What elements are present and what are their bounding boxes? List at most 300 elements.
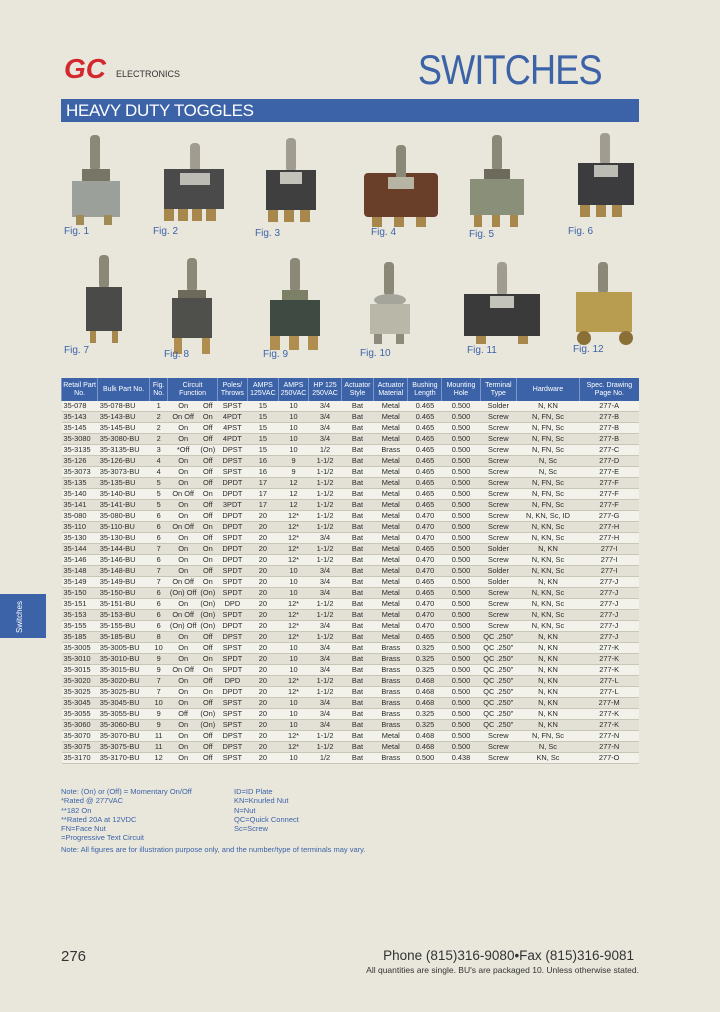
table-cell: Bat xyxy=(341,500,373,511)
table-cell: 3/4 xyxy=(309,720,341,731)
table-cell: 12 xyxy=(278,489,309,500)
table-cell: Brass xyxy=(374,665,408,676)
table-cell: 0.470 xyxy=(408,566,442,577)
table-cell: 35-145 xyxy=(62,423,98,434)
note-line: QC=Quick Connect xyxy=(234,814,299,824)
table-cell: 10 xyxy=(278,654,309,665)
table-cell: 1-1/2 xyxy=(309,500,341,511)
table-cell: 20 xyxy=(248,698,279,709)
table-cell: N, KN xyxy=(517,577,580,588)
table-cell: 277-N xyxy=(579,731,639,742)
table-cell: 35-3055 xyxy=(62,709,98,720)
table-cell: DPDT xyxy=(217,544,247,555)
table-cell: SPDT xyxy=(217,610,247,621)
table-cell: 35-3070 xyxy=(62,731,98,742)
table-row xyxy=(62,456,640,467)
table-cell: Off xyxy=(198,423,217,434)
table-cell: 35-153 xyxy=(62,610,98,621)
side-tab[interactable] xyxy=(0,594,46,638)
table-cell: 3/4 xyxy=(309,533,341,544)
table-cell: 1-1/2 xyxy=(309,687,341,698)
table-cell: SPDT xyxy=(217,533,247,544)
table-cell: 35-3080 xyxy=(62,434,98,445)
table-cell: Metal xyxy=(374,577,408,588)
table-cell: Screw xyxy=(480,588,517,599)
table-cell: 277-J xyxy=(579,632,639,643)
table-cell: 10 xyxy=(278,698,309,709)
table-cell: QC .250" xyxy=(480,676,517,687)
toggle-switch-image-2 xyxy=(160,143,228,227)
table-cell: On xyxy=(168,401,199,412)
table-cell: Off xyxy=(198,467,217,478)
table-row xyxy=(62,533,640,544)
table-cell: 277-D xyxy=(579,456,639,467)
col-amps125: AMPS 125VAC xyxy=(248,378,279,401)
table-cell: 35-148-BU xyxy=(98,566,150,577)
table-cell: 20 xyxy=(248,665,279,676)
table-cell: (On) xyxy=(200,445,216,454)
table-cell: 10 xyxy=(149,643,167,654)
table-cell: 0.465 xyxy=(408,489,442,500)
table-cell: Metal xyxy=(374,489,408,500)
table-cell: 20 xyxy=(248,709,279,720)
col-bulk-part: Bulk Part No. xyxy=(98,378,150,401)
table-cell: 0.500 xyxy=(442,577,480,588)
table-cell: 4 xyxy=(149,467,167,478)
table-row xyxy=(62,665,640,676)
table-cell: 277-H xyxy=(579,522,639,533)
table-cell: 35-155 xyxy=(62,621,98,632)
table-cell: 3/4 xyxy=(309,401,341,412)
table-cell: On xyxy=(168,698,199,709)
table-cell: Off xyxy=(198,500,217,511)
table-cell: Screw xyxy=(480,610,517,621)
table-cell: 0.500 xyxy=(442,544,480,555)
table-cell: 12* xyxy=(278,676,309,687)
col-retail-part: Retail Part No. xyxy=(62,378,98,401)
table-cell: 0.325 xyxy=(408,654,442,665)
table-cell: On Off xyxy=(168,577,199,588)
table-cell: DPST xyxy=(217,731,247,742)
col-mounting: Mounting Hole xyxy=(442,378,480,401)
table-cell: 277-G xyxy=(579,511,639,522)
table-cell: 6 xyxy=(149,588,167,599)
phone-fax: Phone (815)316-9080•Fax (815)316-9081 xyxy=(383,948,634,963)
table-cell: Bat xyxy=(341,731,373,742)
table-cell: SPST xyxy=(217,753,247,764)
table-cell: 10 xyxy=(278,401,309,412)
table-cell: 35-149 xyxy=(62,577,98,588)
table-cell: Off xyxy=(198,401,217,412)
table-cell: 35-3073 xyxy=(62,467,98,478)
table-cell: SPST xyxy=(217,643,247,654)
table-cell: QC .250" xyxy=(480,632,517,643)
table-cell: 9 xyxy=(149,709,167,720)
table-cell: 35-3070-BU xyxy=(98,731,150,742)
table-cell: Brass xyxy=(374,676,408,687)
table-cell: 6 xyxy=(149,621,167,632)
note-line: *Rated @ 277VAC xyxy=(61,796,124,806)
table-cell: N, FN, Sc xyxy=(517,434,580,445)
table-cell: Bat xyxy=(341,533,373,544)
table-cell: Bat xyxy=(341,478,373,489)
table-cell: 277-O xyxy=(579,753,639,764)
table-cell: 277-J xyxy=(579,621,639,632)
table-cell: 0.500 xyxy=(442,412,480,423)
table-cell: 0.500 xyxy=(442,533,480,544)
table-cell: 35-151 xyxy=(62,599,98,610)
table-cell: 1-1/2 xyxy=(309,599,341,610)
table-cell: 20 xyxy=(248,511,279,522)
table-row xyxy=(62,731,640,742)
table-cell: Brass xyxy=(374,753,408,764)
table-row xyxy=(62,654,640,665)
table-cell: SPST xyxy=(217,720,247,731)
fig-label-9: Fig. 9 xyxy=(263,349,289,360)
table-cell: Bat xyxy=(341,467,373,478)
fig-label-12: Fig. 12 xyxy=(573,344,604,355)
table-cell: 35-3055-BU xyxy=(98,709,150,720)
table-cell: On xyxy=(168,753,199,764)
table-cell: Metal xyxy=(374,467,408,478)
table-cell: 15 xyxy=(248,445,279,456)
table-cell: 0.325 xyxy=(408,709,442,720)
table-cell: (On) Off xyxy=(169,621,197,630)
svg-text:ELECTRONICS: ELECTRONICS xyxy=(116,69,181,79)
table-cell: (On) xyxy=(200,599,216,608)
col-fig: Fig. No. xyxy=(149,378,167,401)
table-cell: Screw xyxy=(480,511,517,522)
table-cell: 17 xyxy=(248,500,279,511)
table-cell: N, KN, Sc, ID xyxy=(517,511,580,522)
table-row xyxy=(62,522,640,533)
table-cell: SPST xyxy=(217,401,247,412)
table-cell: 35-3015 xyxy=(62,665,98,676)
table-cell: On xyxy=(168,654,199,665)
table-row xyxy=(62,412,640,423)
col-hp: HP 125 250VAC xyxy=(309,378,341,401)
table-cell: 0.470 xyxy=(408,522,442,533)
table-cell: Metal xyxy=(374,500,408,511)
table-cell: 35-146-BU xyxy=(98,555,150,566)
table-cell: Bat xyxy=(341,610,373,621)
table-cell: N, KN xyxy=(517,654,580,665)
table-cell: N, KN xyxy=(517,676,580,687)
table-cell: Screw xyxy=(480,456,517,467)
table-cell: 20 xyxy=(248,555,279,566)
table-cell: On xyxy=(168,599,199,610)
table-cell: N, FN, Sc xyxy=(517,445,580,456)
table-cell: 0.465 xyxy=(408,588,442,599)
table-row xyxy=(62,577,640,588)
table-cell: 277-B xyxy=(579,412,639,423)
table-cell: Metal xyxy=(374,544,408,555)
table-cell: 35-080-BU xyxy=(98,511,150,522)
toggle-switch-image-6 xyxy=(574,133,638,223)
table-cell: 12* xyxy=(278,522,309,533)
table-cell: 0.468 xyxy=(408,731,442,742)
table-cell: N, KN, Sc xyxy=(517,599,580,610)
table-cell: 277-J xyxy=(579,588,639,599)
table-row xyxy=(62,643,640,654)
table-cell: DPDT xyxy=(217,478,247,489)
table-cell: 35-3045 xyxy=(62,698,98,709)
table-cell: On Off xyxy=(168,412,199,423)
table-cell: 0.500 xyxy=(442,643,480,654)
table-cell: Bat xyxy=(341,599,373,610)
table-cell: Screw xyxy=(480,599,517,610)
table-cell: 0.465 xyxy=(408,577,442,588)
table-cell: Off xyxy=(198,511,217,522)
illustration-disclaimer: Note: All figures are for illustration purpose only, and the number/type of terminals may vary. xyxy=(61,845,366,854)
table-cell: 12 xyxy=(278,478,309,489)
table-cell: 35-126-BU xyxy=(98,456,150,467)
table-cell: 6 xyxy=(149,522,167,533)
table-cell: 1-1/2 xyxy=(309,467,341,478)
table-cell: 277-K xyxy=(579,643,639,654)
table-cell: 0.500 xyxy=(442,500,480,511)
table-cell: 277-N xyxy=(579,742,639,753)
table-cell: 9 xyxy=(149,654,167,665)
table-cell: 1-1/2 xyxy=(309,742,341,753)
table-cell: On xyxy=(168,533,199,544)
table-cell: 16 xyxy=(248,467,279,478)
table-cell: Bat xyxy=(341,588,373,599)
table-cell: 0.500 xyxy=(408,753,442,764)
table-cell: On xyxy=(168,423,199,434)
table-cell: 277-F xyxy=(579,478,639,489)
table-cell: N, FN, Sc xyxy=(517,478,580,489)
col-spec-drawing: Spec. Drawing Page No. xyxy=(579,378,639,401)
table-cell: 0.438 xyxy=(442,753,480,764)
table-cell: 20 xyxy=(248,599,279,610)
table-cell: 0.500 xyxy=(442,687,480,698)
table-cell: 20 xyxy=(248,753,279,764)
table-cell: 3/4 xyxy=(309,621,341,632)
table-cell: SPDT xyxy=(217,588,247,599)
table-cell: Bat xyxy=(341,544,373,555)
table-cell: Screw xyxy=(480,445,517,456)
table-cell: 35-3075-BU xyxy=(98,742,150,753)
note-line: **182 On xyxy=(61,805,92,815)
table-cell: N, KN, Sc xyxy=(517,621,580,632)
table-cell: (On) xyxy=(200,610,216,619)
table-cell: DPDT xyxy=(217,489,247,500)
table-cell: 20 xyxy=(248,632,279,643)
table-cell: 1-1/2 xyxy=(309,676,341,687)
table-cell: 20 xyxy=(248,731,279,742)
table-cell: N, KN xyxy=(517,643,580,654)
table-cell: N, KN, Sc xyxy=(517,588,580,599)
table-cell: 20 xyxy=(248,654,279,665)
table-cell: 12* xyxy=(278,555,309,566)
table-cell: N, KN xyxy=(517,544,580,555)
table-cell: 10 xyxy=(278,665,309,676)
section-title: HEAVY DUTY TOGGLES xyxy=(66,101,254,120)
toggle-switch-image-12 xyxy=(572,262,638,348)
table-row xyxy=(62,676,640,687)
table-cell: 35-3045-BU xyxy=(98,698,150,709)
table-cell: 35-140-BU xyxy=(98,489,150,500)
table-row xyxy=(62,687,640,698)
col-circuit: Circuit Function xyxy=(168,378,217,401)
table-cell: 10 xyxy=(278,423,309,434)
notes-right xyxy=(234,787,299,833)
table-cell: Brass xyxy=(374,687,408,698)
table-row xyxy=(62,632,640,643)
table-cell: 35-185 xyxy=(62,632,98,643)
table-cell: (On) xyxy=(200,621,216,630)
table-cell: 9 xyxy=(278,467,309,478)
note-line: FN=Face Nut xyxy=(61,824,106,834)
table-cell: 0.500 xyxy=(442,522,480,533)
table-cell: Metal xyxy=(374,555,408,566)
table-cell: Screw xyxy=(480,621,517,632)
table-cell: 7 xyxy=(149,577,167,588)
table-cell: 6 xyxy=(149,533,167,544)
table-cell: Solder xyxy=(480,544,517,555)
table-cell: On Off xyxy=(168,522,199,533)
section-banner xyxy=(61,99,639,122)
toggle-switch-image-11 xyxy=(462,262,542,346)
table-cell: QC .250" xyxy=(480,720,517,731)
table-cell: 1-1/2 xyxy=(309,632,341,643)
table-cell: Bat xyxy=(341,643,373,654)
table-cell: 0.500 xyxy=(442,423,480,434)
table-cell: 3/4 xyxy=(309,709,341,720)
table-cell: 35-151-BU xyxy=(98,599,150,610)
table-cell: Off xyxy=(168,709,199,720)
side-tab-label: Switches xyxy=(15,600,24,633)
table-cell: 0.468 xyxy=(408,698,442,709)
table-cell: 0.465 xyxy=(408,632,442,643)
table-cell: 12 xyxy=(149,753,167,764)
table-cell: 0.468 xyxy=(408,742,442,753)
toggle-switch-image-1 xyxy=(68,135,128,227)
table-cell: 1/2 xyxy=(309,753,341,764)
table-cell: Bat xyxy=(341,456,373,467)
table-cell: 10 xyxy=(278,412,309,423)
toggle-switch-image-3 xyxy=(260,138,322,228)
table-cell: Solder xyxy=(480,566,517,577)
table-cell: 2 xyxy=(149,412,167,423)
table-cell: On xyxy=(198,665,217,676)
fig-label-8: Fig. 8 xyxy=(164,349,190,360)
table-cell: 0.468 xyxy=(408,676,442,687)
table-cell: 35-3005-BU xyxy=(98,643,150,654)
table-cell: N, KN xyxy=(517,698,580,709)
table-row xyxy=(62,500,640,511)
table-cell: 10 xyxy=(278,720,309,731)
table-cell: Bat xyxy=(341,577,373,588)
col-actuator-style: Actuator Style xyxy=(341,378,373,401)
fig-label-4: Fig. 4 xyxy=(371,227,397,238)
table-cell: Bat xyxy=(341,665,373,676)
table-cell: Bat xyxy=(341,709,373,720)
table-cell: 6 xyxy=(149,511,167,522)
table-cell: Screw xyxy=(480,478,517,489)
table-cell: 1-1/2 xyxy=(309,456,341,467)
table-cell: 0.500 xyxy=(442,456,480,467)
table-cell: Bat xyxy=(341,632,373,643)
table-row xyxy=(62,709,640,720)
table-cell: Metal xyxy=(374,599,408,610)
table-cell: 16 xyxy=(248,456,279,467)
table-cell: Brass xyxy=(374,720,408,731)
table-cell: 9 xyxy=(278,456,309,467)
table-cell: 0.465 xyxy=(408,544,442,555)
table-cell: On xyxy=(198,522,217,533)
table-cell: 277-L xyxy=(579,676,639,687)
table-cell: 15 xyxy=(248,401,279,412)
table-cell: 0.470 xyxy=(408,533,442,544)
table-cell: 10 xyxy=(278,643,309,654)
table-cell: Metal xyxy=(374,533,408,544)
table-cell: 1-1/2 xyxy=(309,610,341,621)
table-cell: N, KN, Sc xyxy=(517,533,580,544)
table-cell: 277-M xyxy=(579,698,639,709)
table-cell: Metal xyxy=(374,566,408,577)
table-cell: Bat xyxy=(341,401,373,412)
table-cell: 35-150-BU xyxy=(98,588,150,599)
table-cell: Screw xyxy=(480,489,517,500)
table-cell: On xyxy=(168,467,199,478)
table-cell: 277-H xyxy=(579,533,639,544)
table-cell: 277-B xyxy=(579,434,639,445)
table-cell: Metal xyxy=(374,632,408,643)
fig-label-2: Fig. 2 xyxy=(153,226,179,237)
table-cell: 35-078-BU xyxy=(98,401,150,412)
table-cell: 0.500 xyxy=(442,434,480,445)
table-row xyxy=(62,753,640,764)
table-cell: 0.500 xyxy=(442,742,480,753)
table-cell: N, KN, Sc xyxy=(517,566,580,577)
table-cell: On xyxy=(168,511,199,522)
table-cell: 5 xyxy=(149,500,167,511)
table-cell: Screw xyxy=(480,753,517,764)
table-cell: 35-144 xyxy=(62,544,98,555)
table-cell: DPD xyxy=(217,676,247,687)
table-cell: 35-110 xyxy=(62,522,98,533)
table-cell: 10 xyxy=(278,588,309,599)
table-cell: 20 xyxy=(248,566,279,577)
col-amps250: AMPS 250VAC xyxy=(278,378,309,401)
table-cell: On xyxy=(198,577,217,588)
table-cell: 35-185-BU xyxy=(98,632,150,643)
table-cell: N, FN, Sc xyxy=(517,423,580,434)
table-cell: 35-3170-BU xyxy=(98,753,150,764)
table-cell: Screw xyxy=(480,467,517,478)
toggle-switch-image-8 xyxy=(166,258,218,356)
table-cell: 7 xyxy=(149,676,167,687)
table-cell: Brass xyxy=(374,445,408,456)
table-cell: Off xyxy=(198,566,217,577)
table-cell: 0.500 xyxy=(442,665,480,676)
table-cell: 0.470 xyxy=(408,599,442,610)
note-line: **Rated 20A at 12VDC xyxy=(61,814,137,824)
table-cell: N, KN xyxy=(517,401,580,412)
table-cell: 10 xyxy=(278,434,309,445)
table-cell: 277-I xyxy=(579,566,639,577)
table-cell: 20 xyxy=(248,676,279,687)
table-cell: On xyxy=(168,731,199,742)
table-cell: Brass xyxy=(374,643,408,654)
table-cell: Bat xyxy=(341,489,373,500)
table-cell: 0.500 xyxy=(442,588,480,599)
table-cell: 0.465 xyxy=(408,445,442,456)
table-cell: 0.500 xyxy=(442,720,480,731)
table-cell: 0.465 xyxy=(408,401,442,412)
